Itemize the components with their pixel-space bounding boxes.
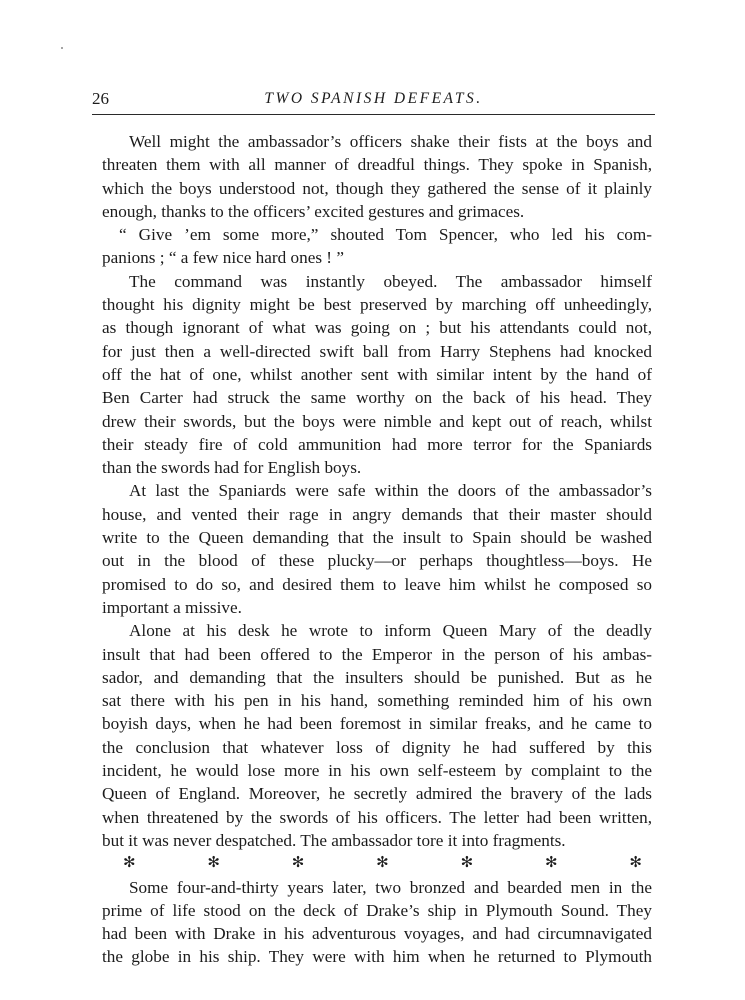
text-line: insult that had been offered to the Emperor in the person of his ambas- bbox=[102, 644, 652, 664]
text-line: Well might the ambassador’s officers shake their fists at the boys and bbox=[129, 132, 652, 151]
text-line: out in the blood of these plucky—or perhaps thoughtless—boys. He bbox=[102, 551, 652, 571]
text-line: promised to do so, and desired them to leave him whilst he composed so bbox=[102, 574, 652, 594]
asterism-glyph: ✻ bbox=[629, 855, 642, 872]
text-line: had been with Drake in his adventurous voyages, and had circumnavigated bbox=[102, 924, 652, 944]
text-line: incident, he would lose more in his own self-esteem by complaint to the bbox=[102, 761, 652, 781]
text-line: write to the Queen demanding that the insult to Spain should be washed bbox=[102, 528, 652, 548]
page-header bbox=[92, 88, 655, 115]
text-line: “ Give ’em some more,” shouted Tom Spencer, who led his com- bbox=[119, 225, 652, 245]
text-line: thought his dignity might be best preserved by marching off unheedingly, bbox=[102, 295, 652, 315]
text-line: sat there with his pen in his hand, something reminded him of his own bbox=[102, 691, 652, 711]
text-line: but it was never despatched. The ambassador tore it into fragments. bbox=[102, 830, 566, 850]
asterism-glyph: ✻ bbox=[460, 855, 474, 872]
text-line: threaten them with all manner of dreadful things. They spoke in Spanish, bbox=[102, 155, 652, 175]
running-title: TWO SPANISH DEFEATS. bbox=[264, 90, 483, 107]
text-line: important a missive. bbox=[102, 597, 242, 617]
text-line: drew their swords, but the boys were nimble and kept out of reach, whilst bbox=[102, 411, 652, 431]
asterism-glyph: ✻ bbox=[291, 855, 305, 872]
text-line: Alone at his desk he wrote to inform Queen Mary of the deadly bbox=[129, 621, 652, 641]
text-line: which the boys understood not, though they gathered the sense of it plainly bbox=[102, 178, 652, 198]
text-line: off the hat of one, whilst another sent with similar intent by the hand of bbox=[102, 364, 652, 384]
text-line: prime of life stood on the deck of Drake’s ship in Plymouth Sound. They bbox=[102, 900, 652, 920]
text-line: Ben Carter had struck the same worthy on the back of his head. They bbox=[102, 388, 652, 408]
section-break bbox=[102, 852, 652, 875]
asterism-glyph: ✻ bbox=[544, 855, 558, 872]
text-line: than the swords had for English boys. bbox=[102, 458, 362, 478]
asterism-glyph: ✻ bbox=[123, 855, 136, 872]
text-line: At last the Spaniards were safe within the doors of the ambassador’s bbox=[129, 481, 652, 501]
page-body bbox=[102, 130, 652, 969]
text-line: as though ignorant of what was going on ; but his attendants could not, bbox=[102, 318, 652, 338]
text-line: when threatened by the swords of his officers. The letter had been written, bbox=[102, 807, 652, 827]
text-line: the globe in his ship. They were with him when he returned to Plymouth bbox=[102, 947, 652, 967]
text-line: Some four-and-thirty years later, two bronzed and bearded men in the bbox=[129, 877, 652, 897]
text-line: panions ; “ a few nice hard ones ! ” bbox=[102, 248, 344, 268]
text-line: the conclusion that whatever loss of dignity he had suffered by this bbox=[102, 737, 652, 757]
text-line: their steady fire of cold ammunition had more terror for the Spaniards bbox=[102, 434, 652, 454]
asterism-glyph: ✻ bbox=[207, 855, 220, 872]
text-line: boyish days, when he had been foremost in similar freaks, and he came to bbox=[102, 714, 652, 734]
text-line: Queen of England. Moreover, he secretly admired the bravery of the lads bbox=[102, 784, 652, 804]
text-line: The command was instantly obeyed. The ambassador himself bbox=[129, 271, 652, 291]
text-line: for just then a well-directed swift ball from Harry Stephens had knocked bbox=[102, 341, 652, 361]
text-line: enough, thanks to the officers’ excited gestures and grimaces. bbox=[102, 201, 525, 221]
text-line: sador, and demanding that the insulters should be punished. But as he bbox=[102, 667, 652, 687]
asterism-glyph: ✻ bbox=[376, 855, 389, 872]
paper-speck bbox=[61, 47, 63, 49]
page-number: 26 bbox=[92, 89, 109, 108]
text-line: house, and vented their rage in angry demands that their master should bbox=[102, 504, 652, 524]
